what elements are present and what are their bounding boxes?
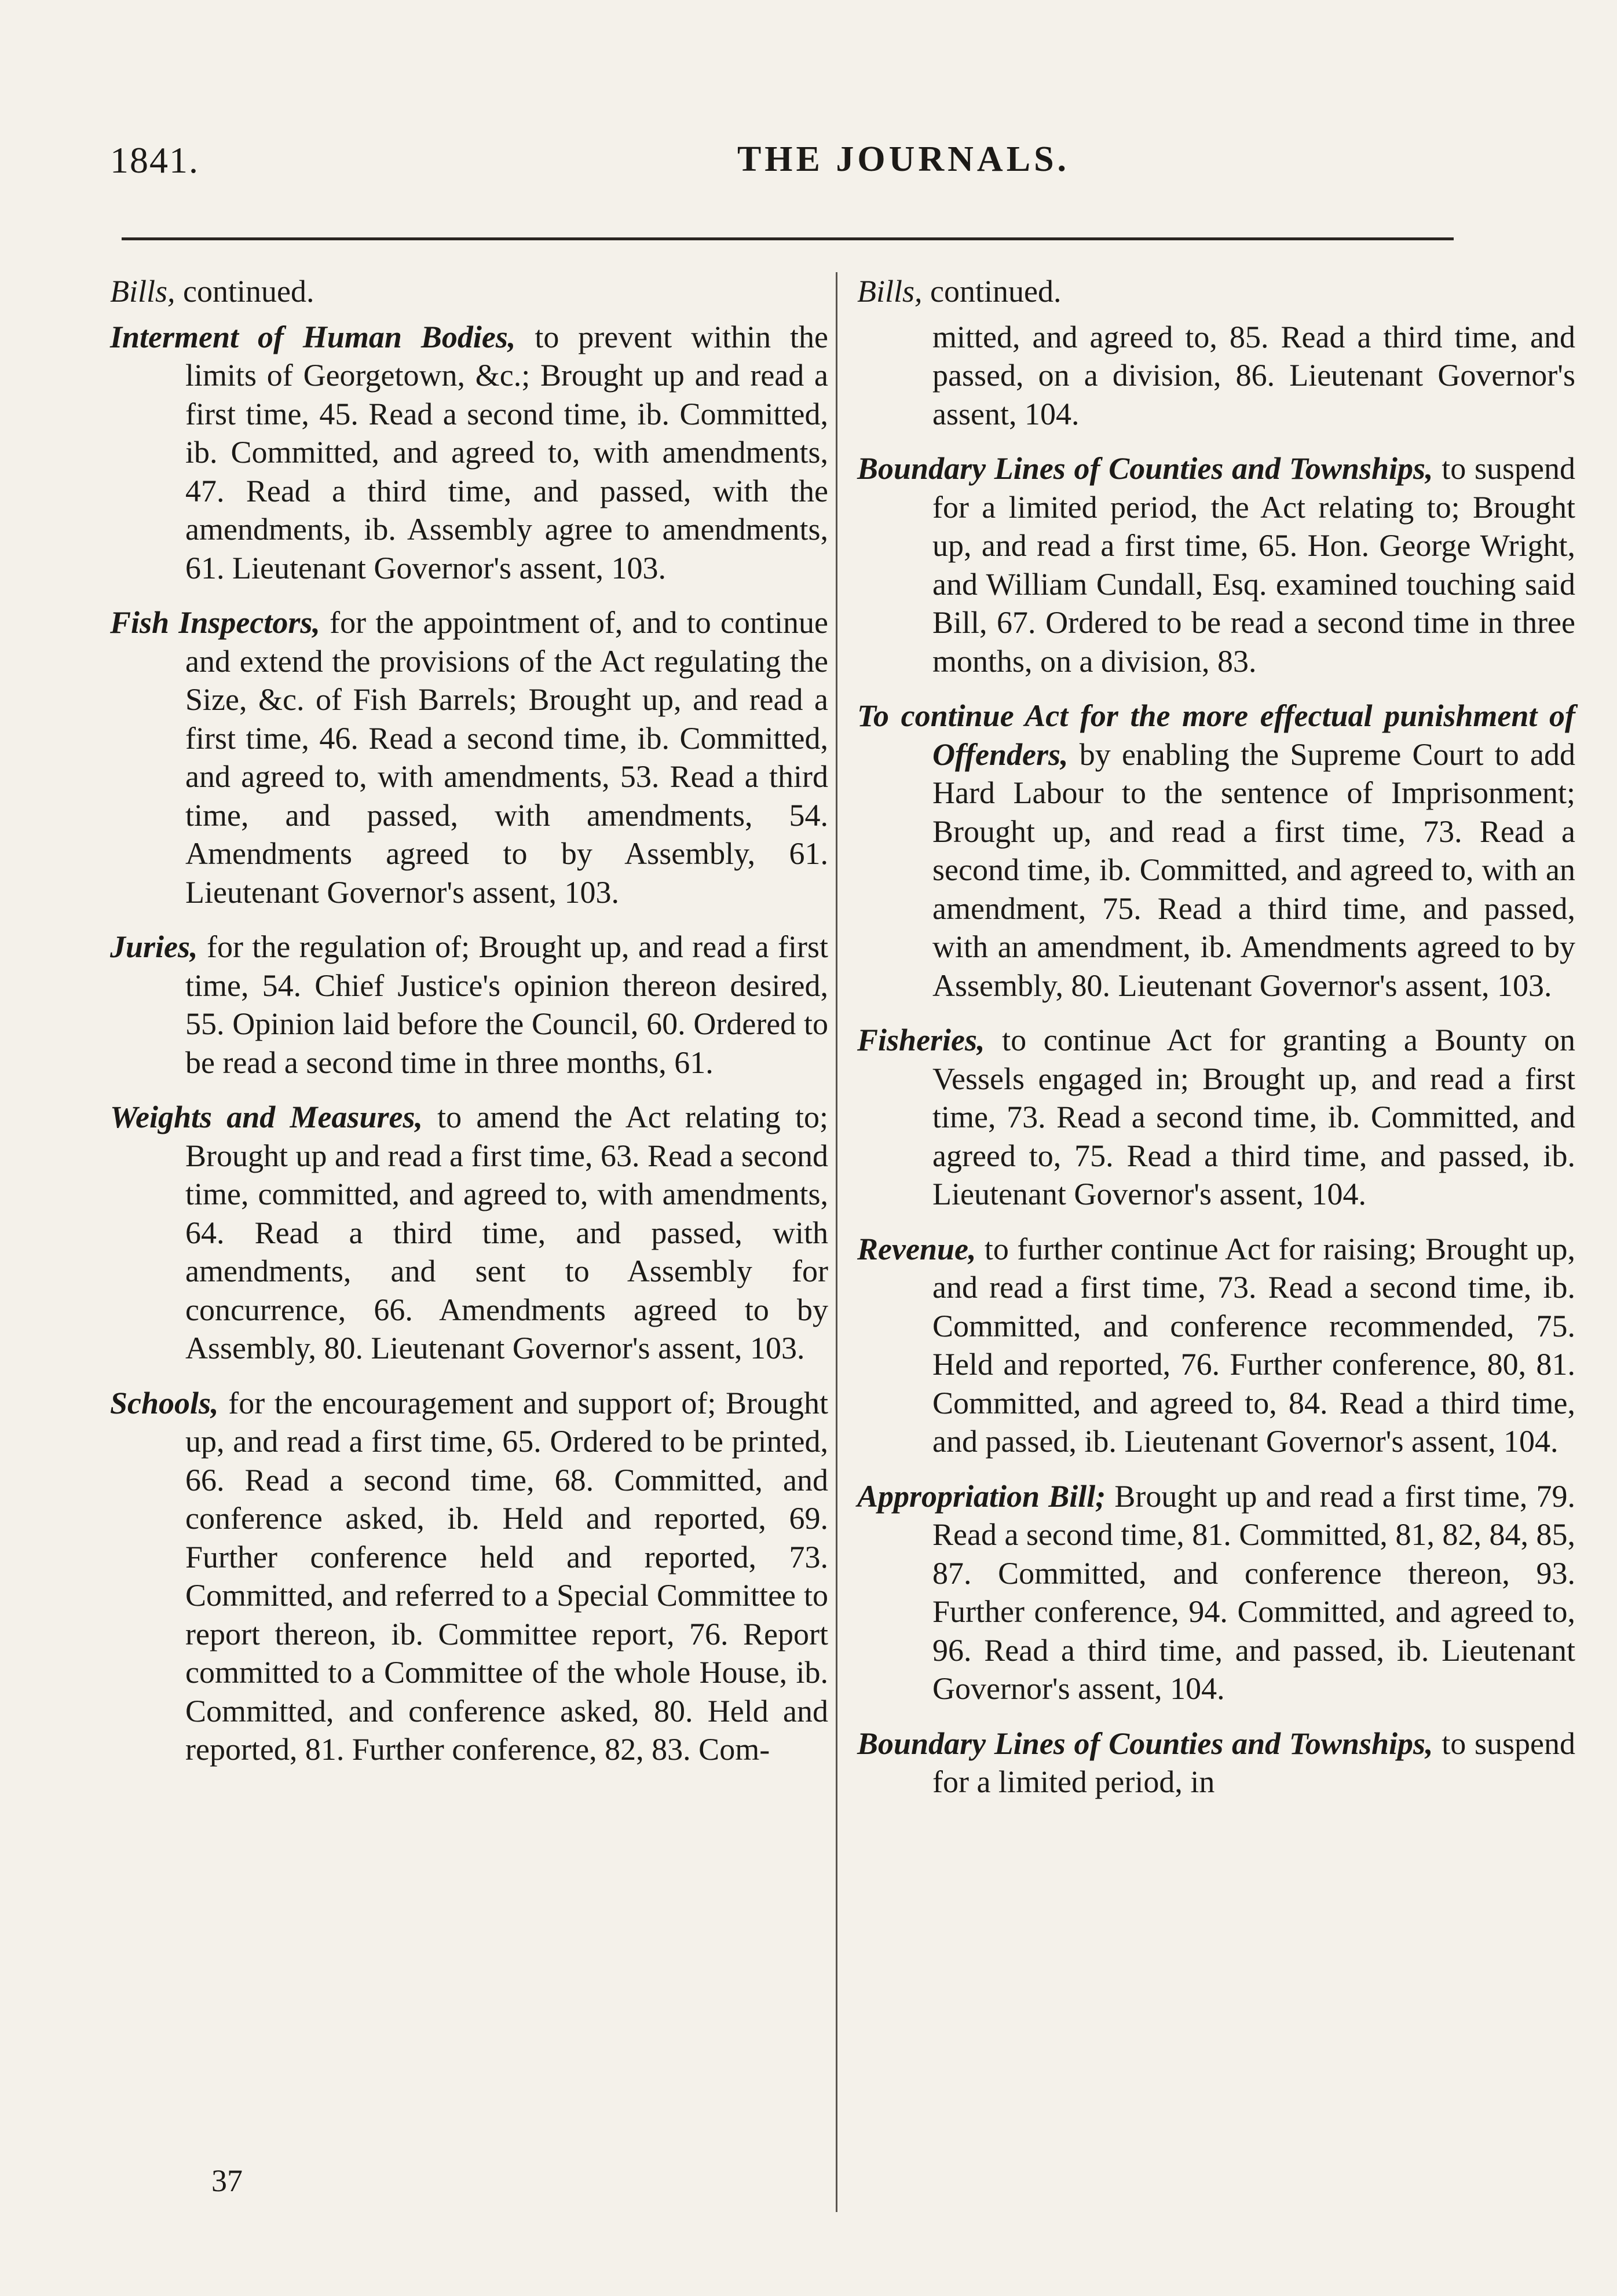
index-entry	[857, 1021, 1575, 1214]
entry-text: for the encouragement and support of; Brought up, and read a first time, 65. Ordered to be printed, 66. Read a second time, 68. Committed, and conference asked, ib. Held and reported, 69. Further conference held and reported, 73. Committed, and referred to a Special Committee to report thereon, ib. Committee report, 76. Report committed to a Committee of the whole House, ib. Committed, and conference asked, 80. Held and reported, 81. Further conference, 82, 83. Com-	[185, 1385, 828, 1767]
entry-text: for the regulation of; Brought up, and read a first time, 54. Chief Justice's opinion thereon desired, 55. Opinion laid before the Council, 60. Ordered to be read a second time in three months, 61.	[185, 929, 828, 1080]
entry-text: for the appointment of, and to continue and extend the provisions of the Act regulating the Size, &c. of Fish Barrels; Brought up, and read a first time, 46. Read a second time, ib. Committed, and agreed to, with amendments, 53. Read a third time, and passed, with amendments, 54. Amendments agreed to by Assembly, 61. Lieutenant Governor's assent, 103.	[185, 605, 828, 910]
index-entry	[110, 1384, 828, 1769]
printer-signature-mark: 37	[211, 2163, 243, 2198]
entry-heading: Fish Inspectors,	[110, 605, 320, 640]
entry-text: to suspend for a limited period, in	[932, 1726, 1576, 1799]
entry-text: by enabling the Supreme Court to add Hard Labour to the sentence of Imprisonment; Brought up, and read a first time, 73. Read a second time, ib. Committed, and agreed to, with an amendment, 75. Read a third time, and passed, with an amendment, ib. Amendments agreed to by Assembly, 80. Lieutenant Governor's assent, 103.	[932, 737, 1575, 1003]
index-entry	[857, 697, 1575, 1005]
entry-heading: Boundary Lines of Counties and Townships,	[857, 1726, 1433, 1761]
index-entry	[110, 318, 828, 588]
column-divider	[836, 272, 837, 2212]
entry-text: to further continue Act for raising; Brought up, and read a first time, 73. Read a second time, ib. Committed, and conference recommended, 75. Held and reported, 76. Further conference, 80, 81. Committed, and agreed to, 84. Read a third time, and passed, ib. Lieutenant Governor's assent, 104.	[932, 1231, 1575, 1459]
index-entry	[110, 928, 828, 1082]
entry-heading: Revenue,	[857, 1231, 976, 1266]
entry-heading: Appropriation Bill;	[857, 1478, 1106, 1514]
entry-text: to continue Act for granting a Bounty on Vessels engaged in; Brought up, and read a first time, 73. Read a second time, ib. Committed, and agreed to, 75. Read a third time, and passed, ib. Lieutenant Governor's assent, 104.	[932, 1023, 1575, 1211]
right-column	[857, 272, 1575, 1818]
header-rule	[122, 237, 1454, 240]
entry-heading: Weights and Measures,	[110, 1100, 423, 1134]
entry-text: to prevent within the limits of Georgetown, &c.; Brought up and read a first time, 45. Read a second time, ib. Committed, ib. Committed, and agreed to, with amendments, 47. Read a third time, and passed, with the amendments, ib. Assembly agree to amendments, 61. Lieutenant Governor's assent, 103.	[185, 319, 829, 585]
entry-text: to amend the Act relating to; Brought up and read a first time, 63. Read a second time, committed, and agreed to, with amendments, 64. Read a third time, and passed, with amendments, and sent to Assembly for concurrence, 66. Amendments agreed to by Assembly, 80. Lieutenant Governor's assent, 103.	[185, 1100, 828, 1365]
page-header	[110, 139, 1593, 191]
entry-heading: Schools,	[110, 1385, 219, 1420]
entry-heading: Fisheries,	[857, 1023, 985, 1057]
carried-over-text: mitted, and agreed to, 85. Read a third time, and passed, on a division, 86. Lieutenant Governor's assent, 104.	[932, 319, 1575, 431]
running-title: THE JOURNALS.	[737, 140, 1070, 179]
entry-heading: Juries,	[110, 929, 198, 964]
index-entry	[857, 1230, 1575, 1461]
index-entry	[857, 1724, 1575, 1801]
continued-heading: Bills, continued.	[857, 274, 1062, 309]
index-entry	[110, 1098, 828, 1368]
entry-text: Brought up and read a first time, 79. Read a second time, 81. Committed, 81, 82, 84, 85, 87. Committed, and conference thereon, 93. Further conference, 94. Committed, and agreed to, 96. Read a third time, and passed, ib. Lieutenant Governor's assent, 104.	[932, 1478, 1575, 1706]
entry-heading: Boundary Lines of Counties and Townships,	[857, 451, 1433, 486]
entry-heading: To continue Act for the more effectual punishment of Offenders,	[857, 698, 1575, 772]
index-entry	[110, 603, 828, 911]
index-entry	[857, 449, 1575, 680]
continued-heading: Bills, continued.	[110, 274, 314, 309]
entry-heading: Interment of Human Bodies,	[110, 319, 516, 354]
page-year: 1841.	[110, 140, 199, 181]
entry-text: to suspend for a limited period, the Act relating to; Brought up, and read a first time, 65. Hon. George Wright, and William Cundall, Esq. examined touching said Bill, 67. Ordered to be read a second time in three months, on a division, 83.	[932, 451, 1576, 679]
left-column	[110, 272, 828, 1785]
index-entry	[857, 1477, 1575, 1708]
